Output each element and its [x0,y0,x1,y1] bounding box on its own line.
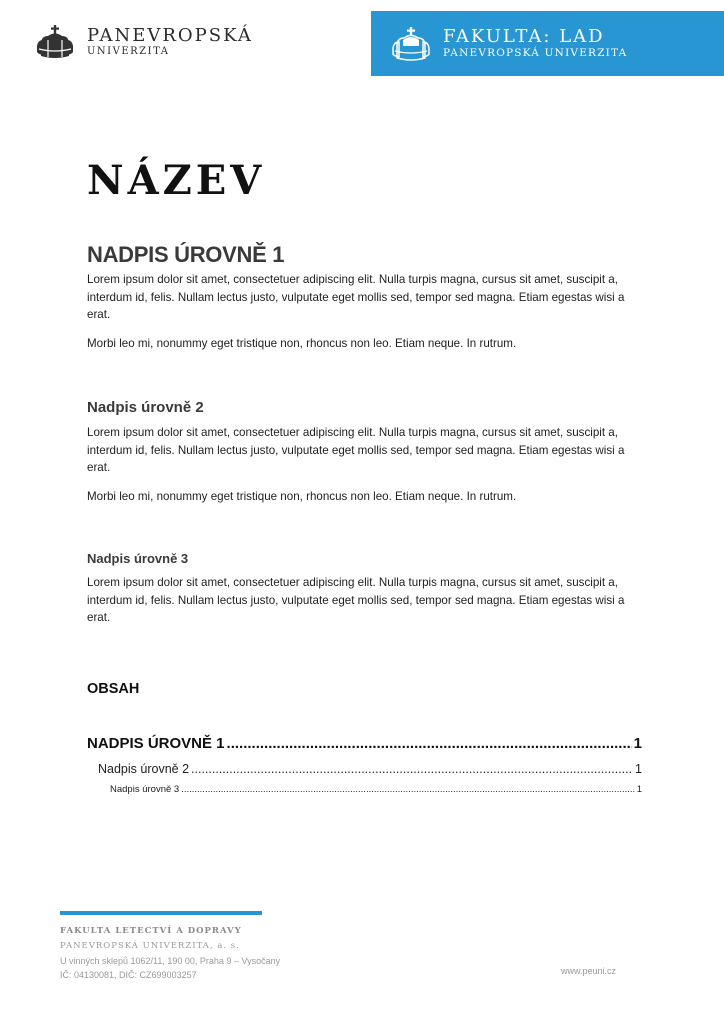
university-crown-icon [35,24,75,60]
faculty-name: FAKULTA: LAD [443,26,605,47]
footer-university: PANEVROPSKÁ UNIVERZITA, a. s. [60,941,240,951]
heading-level-1: NADPIS ÚROVNĚ 1 [87,242,285,267]
university-crown-icon [391,26,431,62]
paragraph: Morbi leo mi, nonummy eget tristique non, rhoncus non leo. Etiam neque. In rutrum. [87,336,517,350]
toc-entry[interactable] [87,782,642,798]
toc-entry-label: Nadpis úrovně 3 [110,783,180,795]
paragraph: Lorem ipsum dolor sit amet, consectetuer adipiscing elit. Nulla turpis magna, cursus sit amet, suscipit a, interdum id, felis. Nullam lectus justo, vulputate eget mollis sed, tempor sed magna. Etiam egestas wisi a erat. [87,576,625,624]
toc-leader-dots [191,759,633,779]
heading-level-3: Nadpis úrovně 3 [87,551,189,566]
footer-faculty: FAKULTA LETECTVÍ A DOPRAVY [60,926,242,936]
footer [60,924,280,982]
faculty-university: PANEVROPSKÁ UNIVERZITA [443,47,628,59]
toc-heading: OBSAH [87,680,140,697]
toc-leader-dots [181,782,635,798]
heading-level-2: Nadpis úrovně 2 [87,399,204,416]
paragraph: Lorem ipsum dolor sit amet, consectetuer adipiscing elit. Nulla turpis magna, cursus sit amet, suscipit a, interdum id, felis. Nullam lectus justo, vulputate eget mollis sed, tempor sed magna. Etiam egestas wisi a erat. [87,426,625,474]
toc-entry-page: 1 [633,734,642,752]
toc-entry[interactable] [87,733,642,755]
footer-website-link[interactable]: www.peuni.cz [561,966,617,976]
paragraph: Morbi leo mi, nonummy eget tristique non, rhoncus non leo. Etiam neque. In rutrum. [87,489,517,503]
toc-entry-label: NADPIS ÚROVNĚ 1 [87,734,225,752]
logo-university-name: PANEVROPSKÁ [87,25,253,46]
toc-entry-label: Nadpis úrovně 2 [98,761,190,776]
logo-university-subtitle: UNIVERZITA [87,46,170,57]
toc-leader-dots [227,733,632,755]
footer-address: U vinných sklepů 1062/11, 190 00, Praha 9 – Vysočany [60,956,281,966]
footer-accent-bar [60,911,262,915]
document-body [87,155,642,798]
toc-entry-page: 1 [636,783,642,795]
faculty-banner [371,11,724,76]
toc-entry-page: 1 [635,761,642,776]
paragraph: Lorem ipsum dolor sit amet, consectetuer adipiscing elit. Nulla turpis magna, cursus sit amet, suscipit a, interdum id, felis. Nullam lectus justo, vulputate eget mollis sed, tempor sed magna. Etiam egestas wisi a erat. [87,273,625,321]
document-title: NÁZEV [87,157,266,204]
footer-ids: IČ: 04130081, DIČ: CZ699003257 [60,970,197,980]
toc-entry[interactable] [87,759,642,779]
table-of-contents [87,733,642,798]
university-logo [35,24,253,60]
